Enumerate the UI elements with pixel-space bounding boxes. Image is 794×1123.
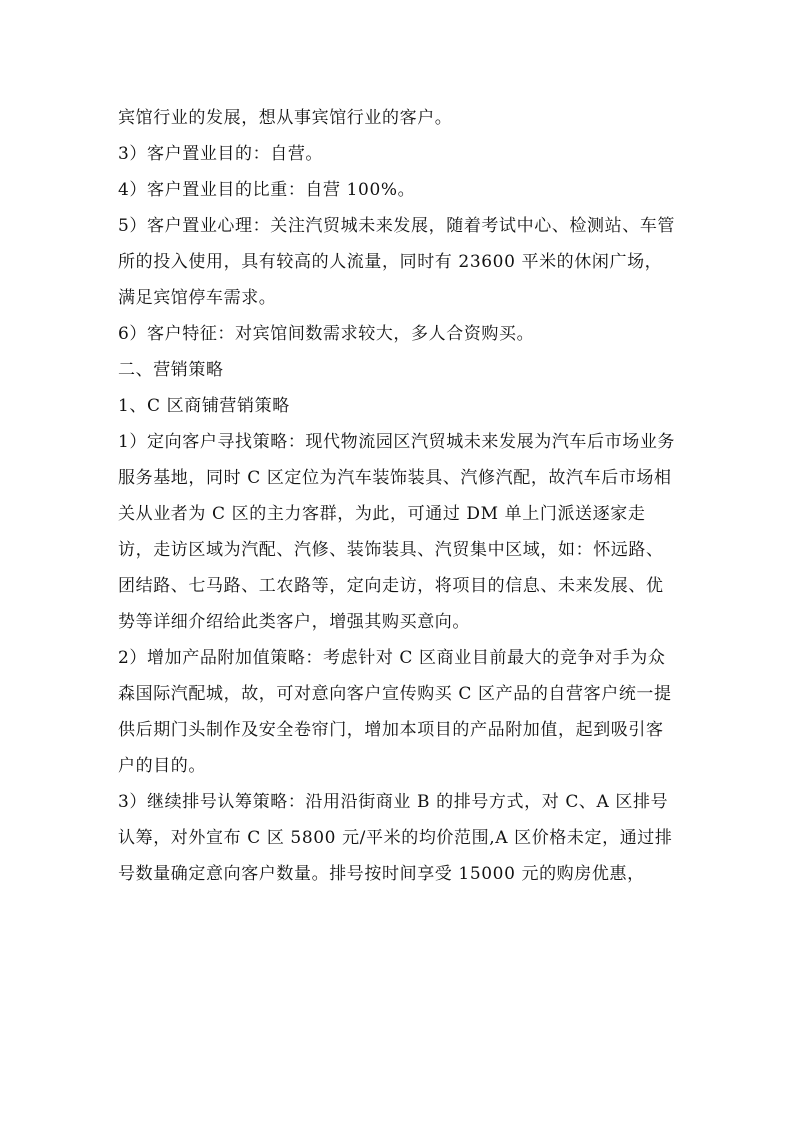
subsection-heading-c-zone: 1、C 区商铺营销策略 bbox=[118, 396, 290, 416]
section-heading-marketing-strategy: 二、营销策略 bbox=[118, 360, 224, 380]
paragraph-purchase-ratio: 4）客户置业目的比重：自营 100%。 bbox=[118, 180, 416, 200]
paragraph-hotel-industry: 宾馆行业的发展，想从事宾馆行业的客户。 bbox=[118, 108, 453, 128]
paragraph-targeted-customer-strategy: 1）定向客户寻找策略：现代物流园区汽贸城未来发展为汽车后市场业务服务基地，同时 C 区定位为汽车装饰装具、汽修汽配，故汽车后市场相关从业者为 C 区的主力客群，为此，可通过 DM 单上门派送逐家走访，走访区域为汽配、汽修、装饰装具、汽贸集中区域，如：怀远路、团结路、七马路、工农路等，定向走访，将项目的信息、未来发展、优势等详细介绍给此类客户，增强其购买意向。 bbox=[118, 432, 676, 632]
paragraph-queue-reservation-strategy: 3）继续排号认筹策略：沿用沿街商业 B 的排号方式，对 C、A 区排号认筹，对外宣布 C 区 5800 元/平米的均价范围,A 区价格未定，通过排号数量确定意向客户数量。排号按时间享受 15000 元的购房优惠， bbox=[118, 792, 673, 884]
paragraph-purchase-purpose: 3）客户置业目的：自营。 bbox=[118, 144, 324, 164]
paragraph-purchase-psychology: 5）客户置业心理：关注汽贸城未来发展，随着考试中心、检测站、车管所的投入使用，具有较高的人流量，同时有 23600 平米的休闲广场，满足宾馆停车需求。 bbox=[118, 216, 676, 308]
paragraph-customer-features: 6）客户特征：对宾馆间数需求较大，多人合资购买。 bbox=[118, 324, 535, 344]
document-body bbox=[118, 100, 678, 892]
paragraph-value-added-strategy: 2）增加产品附加值策略：考虑针对 C 区商业目前最大的竞争对手为众森国际汽配城，故，可对意向客户宣传购买 C 区产品的自营客户统一提供后期门头制作及安全卷帘门，增加本项目的产品附加值，起到吸引客户的目的。 bbox=[118, 648, 672, 776]
